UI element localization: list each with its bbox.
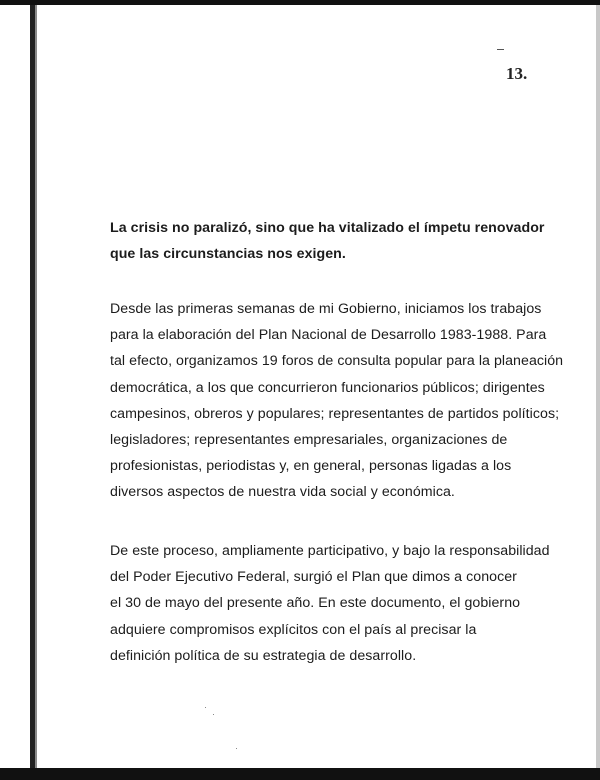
scan-mark	[497, 49, 504, 50]
text-line: La crisis no paralizó, sino que ha vitalizado el ímpetu renovador	[110, 220, 545, 236]
text-line: De este proceso, ampliamente participativo, y bajo la responsabilidad	[110, 543, 550, 559]
text-line: que las circunstancias nos exigen.	[110, 246, 346, 263]
text-line: definición política de su estrategia de desarrollo.	[110, 647, 417, 664]
text-line: profesionistas, periodistas y, en general, personas ligadas a los	[110, 458, 512, 475]
page-number: 13.	[506, 64, 528, 83]
paragraph-3	[110, 538, 580, 669]
paragraph-2	[110, 296, 580, 506]
text-line: legisladores; representantes empresariales, organizaciones de	[110, 432, 508, 449]
text-line: del Poder Ejecutivo Federal, surgió el Plan que dimos a conocer	[110, 569, 517, 586]
text-line: tal efecto, organizamos 19 foros de consulta popular para la planeación	[110, 353, 564, 370]
paragraph-1	[110, 215, 580, 267]
scan-speck	[205, 707, 206, 708]
scan-top-border	[0, 0, 600, 5]
text-line: Desde las primeras semanas de mi Gobierno, iniciamos los trabajos	[110, 301, 542, 317]
scan-speck	[213, 714, 214, 715]
scan-bottom-border	[0, 768, 600, 780]
text-line: el 30 de mayo del presente año. En este documento, el gobierno	[110, 595, 521, 612]
text-line: democrática, a los que concurrieron funcionarios públicos; dirigentes	[110, 379, 545, 396]
text-line: campesinos, obreros y populares; representantes de partidos políticos;	[110, 405, 560, 422]
scan-right-edge	[596, 5, 600, 768]
text-line: diversos aspectos de nuestra vida social y económica.	[110, 484, 455, 501]
scan-speck	[236, 748, 237, 749]
text-line: adquiere compromisos explícitos con el país al precisar la	[110, 621, 477, 638]
scan-binding-shadow	[35, 5, 37, 768]
text-line: para la elaboración del Plan Nacional de Desarrollo 1983-1988. Para	[110, 327, 547, 344]
